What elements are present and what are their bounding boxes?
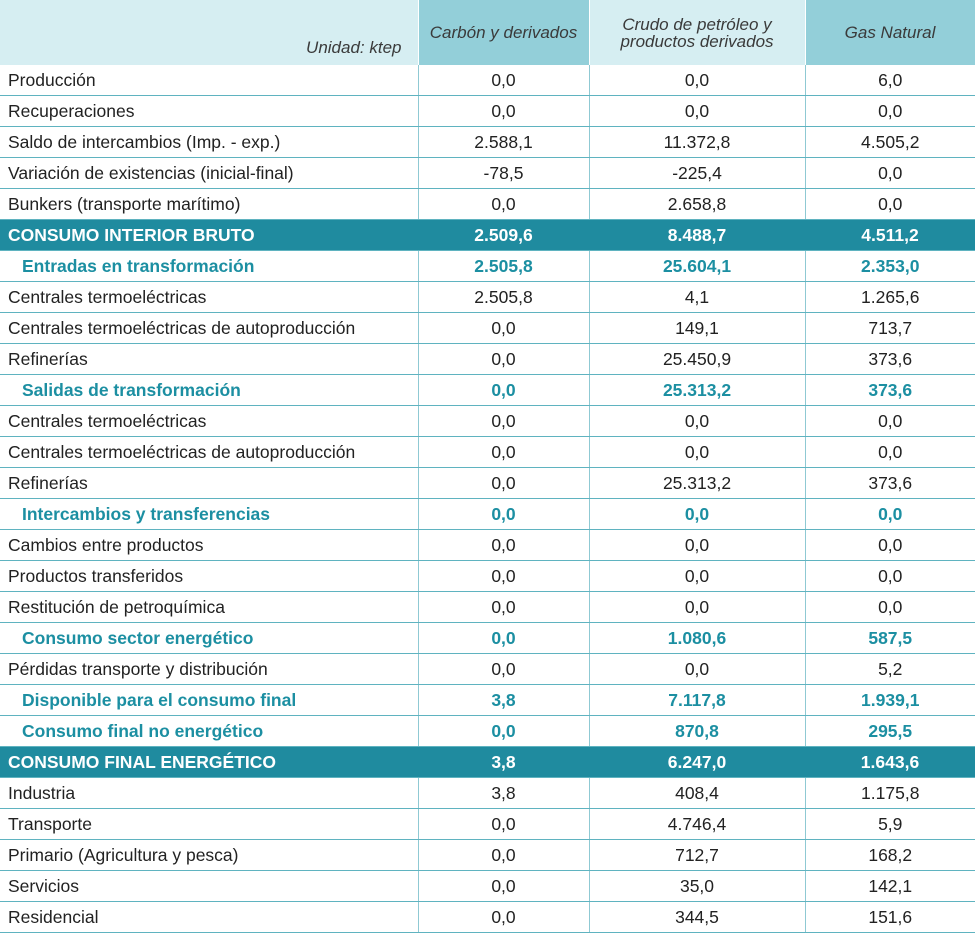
cell-gas: 1.265,6 xyxy=(805,282,975,313)
cell-oil: 7.117,8 xyxy=(589,685,805,716)
cell-coal: -78,5 xyxy=(418,158,589,189)
table-row-subtotal xyxy=(0,716,975,747)
cell-coal: 0,0 xyxy=(418,406,589,437)
table-row-subtotal xyxy=(0,623,975,654)
table-row xyxy=(0,654,975,685)
cell-oil: 1.080,6 xyxy=(589,623,805,654)
cell-coal: 0,0 xyxy=(418,592,589,623)
cell-gas: 0,0 xyxy=(805,406,975,437)
cell-gas: 1.643,6 xyxy=(805,747,975,778)
row-label: Centrales termoeléctricas de autoproducción xyxy=(0,313,418,344)
cell-gas: 0,0 xyxy=(805,530,975,561)
unit-label: Unidad: ktep xyxy=(306,38,402,57)
row-label: Cambios entre productos xyxy=(0,530,418,561)
table-row xyxy=(0,871,975,902)
cell-gas: 151,6 xyxy=(805,902,975,933)
cell-coal: 0,0 xyxy=(418,65,589,96)
row-label: Pérdidas transporte y distribución xyxy=(0,654,418,685)
cell-coal: 0,0 xyxy=(418,468,589,499)
cell-oil: 4,1 xyxy=(589,282,805,313)
cell-oil: 0,0 xyxy=(589,96,805,127)
cell-gas: 373,6 xyxy=(805,344,975,375)
cell-gas: 168,2 xyxy=(805,840,975,871)
table-row xyxy=(0,96,975,127)
cell-gas: 5,2 xyxy=(805,654,975,685)
cell-coal: 0,0 xyxy=(418,871,589,902)
cell-oil: 0,0 xyxy=(589,654,805,685)
row-label: Refinerías xyxy=(0,468,418,499)
cell-oil: -225,4 xyxy=(589,158,805,189)
cell-coal: 3,8 xyxy=(418,778,589,809)
cell-gas: 0,0 xyxy=(805,592,975,623)
cell-oil: 870,8 xyxy=(589,716,805,747)
cell-coal: 0,0 xyxy=(418,96,589,127)
row-label: Consumo sector energético xyxy=(0,623,418,654)
cell-gas: 1.175,8 xyxy=(805,778,975,809)
row-label: Industria xyxy=(0,778,418,809)
cell-gas: 0,0 xyxy=(805,437,975,468)
row-label: Productos transferidos xyxy=(0,561,418,592)
cell-oil: 25.313,2 xyxy=(589,375,805,406)
cell-oil: 0,0 xyxy=(589,561,805,592)
cell-oil: 35,0 xyxy=(589,871,805,902)
cell-gas: 587,5 xyxy=(805,623,975,654)
table-row xyxy=(0,282,975,313)
row-label: Centrales termoeléctricas xyxy=(0,406,418,437)
cell-gas: 2.353,0 xyxy=(805,251,975,282)
row-label: Restitución de petroquímica xyxy=(0,592,418,623)
table-row xyxy=(0,406,975,437)
table-row-total xyxy=(0,220,975,251)
row-label: Centrales termoeléctricas de autoproducción xyxy=(0,437,418,468)
cell-coal: 3,8 xyxy=(418,747,589,778)
cell-gas: 0,0 xyxy=(805,96,975,127)
cell-coal: 0,0 xyxy=(418,902,589,933)
column-header-coal xyxy=(418,0,589,65)
cell-coal: 0,0 xyxy=(418,654,589,685)
cell-oil: 0,0 xyxy=(589,592,805,623)
row-label: Refinerías xyxy=(0,344,418,375)
column-label-oil: Crudo de petróleo y productos derivados xyxy=(620,14,774,51)
table-row xyxy=(0,902,975,933)
table-row xyxy=(0,158,975,189)
cell-gas: 0,0 xyxy=(805,158,975,189)
table-row xyxy=(0,468,975,499)
cell-oil: 0,0 xyxy=(589,437,805,468)
row-label: Salidas de transformación xyxy=(0,375,418,406)
table-row xyxy=(0,127,975,158)
cell-oil: 11.372,8 xyxy=(589,127,805,158)
table-row xyxy=(0,189,975,220)
cell-coal: 0,0 xyxy=(418,561,589,592)
table-header xyxy=(0,0,975,65)
row-label: Variación de existencias (inicial-final) xyxy=(0,158,418,189)
cell-coal: 0,0 xyxy=(418,344,589,375)
cell-coal: 2.505,8 xyxy=(418,282,589,313)
cell-oil: 8.488,7 xyxy=(589,220,805,251)
cell-gas: 373,6 xyxy=(805,468,975,499)
unit-header xyxy=(0,0,418,65)
table-row xyxy=(0,437,975,468)
cell-gas: 142,1 xyxy=(805,871,975,902)
cell-coal: 0,0 xyxy=(418,437,589,468)
row-label: Residencial xyxy=(0,902,418,933)
cell-coal: 0,0 xyxy=(418,313,589,344)
cell-oil: 6.247,0 xyxy=(589,747,805,778)
cell-gas: 0,0 xyxy=(805,499,975,530)
row-label: Centrales termoeléctricas xyxy=(0,282,418,313)
column-label-gas: Gas Natural xyxy=(844,23,936,42)
row-label: Consumo final no energético xyxy=(0,716,418,747)
table-row-subtotal xyxy=(0,499,975,530)
table-row xyxy=(0,561,975,592)
cell-oil: 0,0 xyxy=(589,499,805,530)
table-row xyxy=(0,840,975,871)
cell-oil: 25.604,1 xyxy=(589,251,805,282)
cell-gas: 0,0 xyxy=(805,189,975,220)
table-row-total xyxy=(0,747,975,778)
cell-gas: 6,0 xyxy=(805,65,975,96)
cell-oil: 0,0 xyxy=(589,530,805,561)
cell-gas: 4.511,2 xyxy=(805,220,975,251)
cell-oil: 0,0 xyxy=(589,406,805,437)
row-label: Producción xyxy=(0,65,418,96)
table-row xyxy=(0,592,975,623)
cell-coal: 0,0 xyxy=(418,530,589,561)
cell-coal: 2.509,6 xyxy=(418,220,589,251)
table-row xyxy=(0,809,975,840)
column-header-gas xyxy=(805,0,975,65)
row-label: Entradas en transformación xyxy=(0,251,418,282)
row-label: Disponible para el consumo final xyxy=(0,685,418,716)
table-row xyxy=(0,313,975,344)
row-label: Recuperaciones xyxy=(0,96,418,127)
row-label: Servicios xyxy=(0,871,418,902)
cell-oil: 712,7 xyxy=(589,840,805,871)
table-row xyxy=(0,530,975,561)
table-row-subtotal xyxy=(0,251,975,282)
table-row xyxy=(0,778,975,809)
cell-gas: 0,0 xyxy=(805,561,975,592)
cell-gas: 295,5 xyxy=(805,716,975,747)
row-label: Bunkers (transporte marítimo) xyxy=(0,189,418,220)
cell-coal: 0,0 xyxy=(418,840,589,871)
cell-oil: 4.746,4 xyxy=(589,809,805,840)
cell-coal: 0,0 xyxy=(418,716,589,747)
cell-coal: 0,0 xyxy=(418,809,589,840)
cell-gas: 373,6 xyxy=(805,375,975,406)
cell-oil: 408,4 xyxy=(589,778,805,809)
cell-oil: 25.450,9 xyxy=(589,344,805,375)
row-label: CONSUMO INTERIOR BRUTO xyxy=(0,220,418,251)
cell-coal: 0,0 xyxy=(418,623,589,654)
row-label: Transporte xyxy=(0,809,418,840)
cell-gas: 4.505,2 xyxy=(805,127,975,158)
cell-coal: 3,8 xyxy=(418,685,589,716)
cell-coal: 2.505,8 xyxy=(418,251,589,282)
table-body xyxy=(0,65,975,933)
cell-oil: 25.313,2 xyxy=(589,468,805,499)
column-label-coal: Carbón y derivados xyxy=(429,23,578,42)
column-header-oil xyxy=(589,0,805,65)
table-row-subtotal xyxy=(0,685,975,716)
row-label: CONSUMO FINAL ENERGÉTICO xyxy=(0,747,418,778)
cell-oil: 2.658,8 xyxy=(589,189,805,220)
row-label: Primario (Agricultura y pesca) xyxy=(0,840,418,871)
cell-coal: 0,0 xyxy=(418,499,589,530)
cell-oil: 344,5 xyxy=(589,902,805,933)
cell-coal: 2.588,1 xyxy=(418,127,589,158)
row-label: Intercambios y transferencias xyxy=(0,499,418,530)
table-row-subtotal xyxy=(0,375,975,406)
header-row xyxy=(0,0,975,65)
table-row xyxy=(0,344,975,375)
cell-gas: 1.939,1 xyxy=(805,685,975,716)
cell-gas: 713,7 xyxy=(805,313,975,344)
row-label: Saldo de intercambios (Imp. - exp.) xyxy=(0,127,418,158)
cell-coal: 0,0 xyxy=(418,189,589,220)
cell-oil: 0,0 xyxy=(589,65,805,96)
cell-oil: 149,1 xyxy=(589,313,805,344)
cell-gas: 5,9 xyxy=(805,809,975,840)
table-row xyxy=(0,65,975,96)
cell-coal: 0,0 xyxy=(418,375,589,406)
